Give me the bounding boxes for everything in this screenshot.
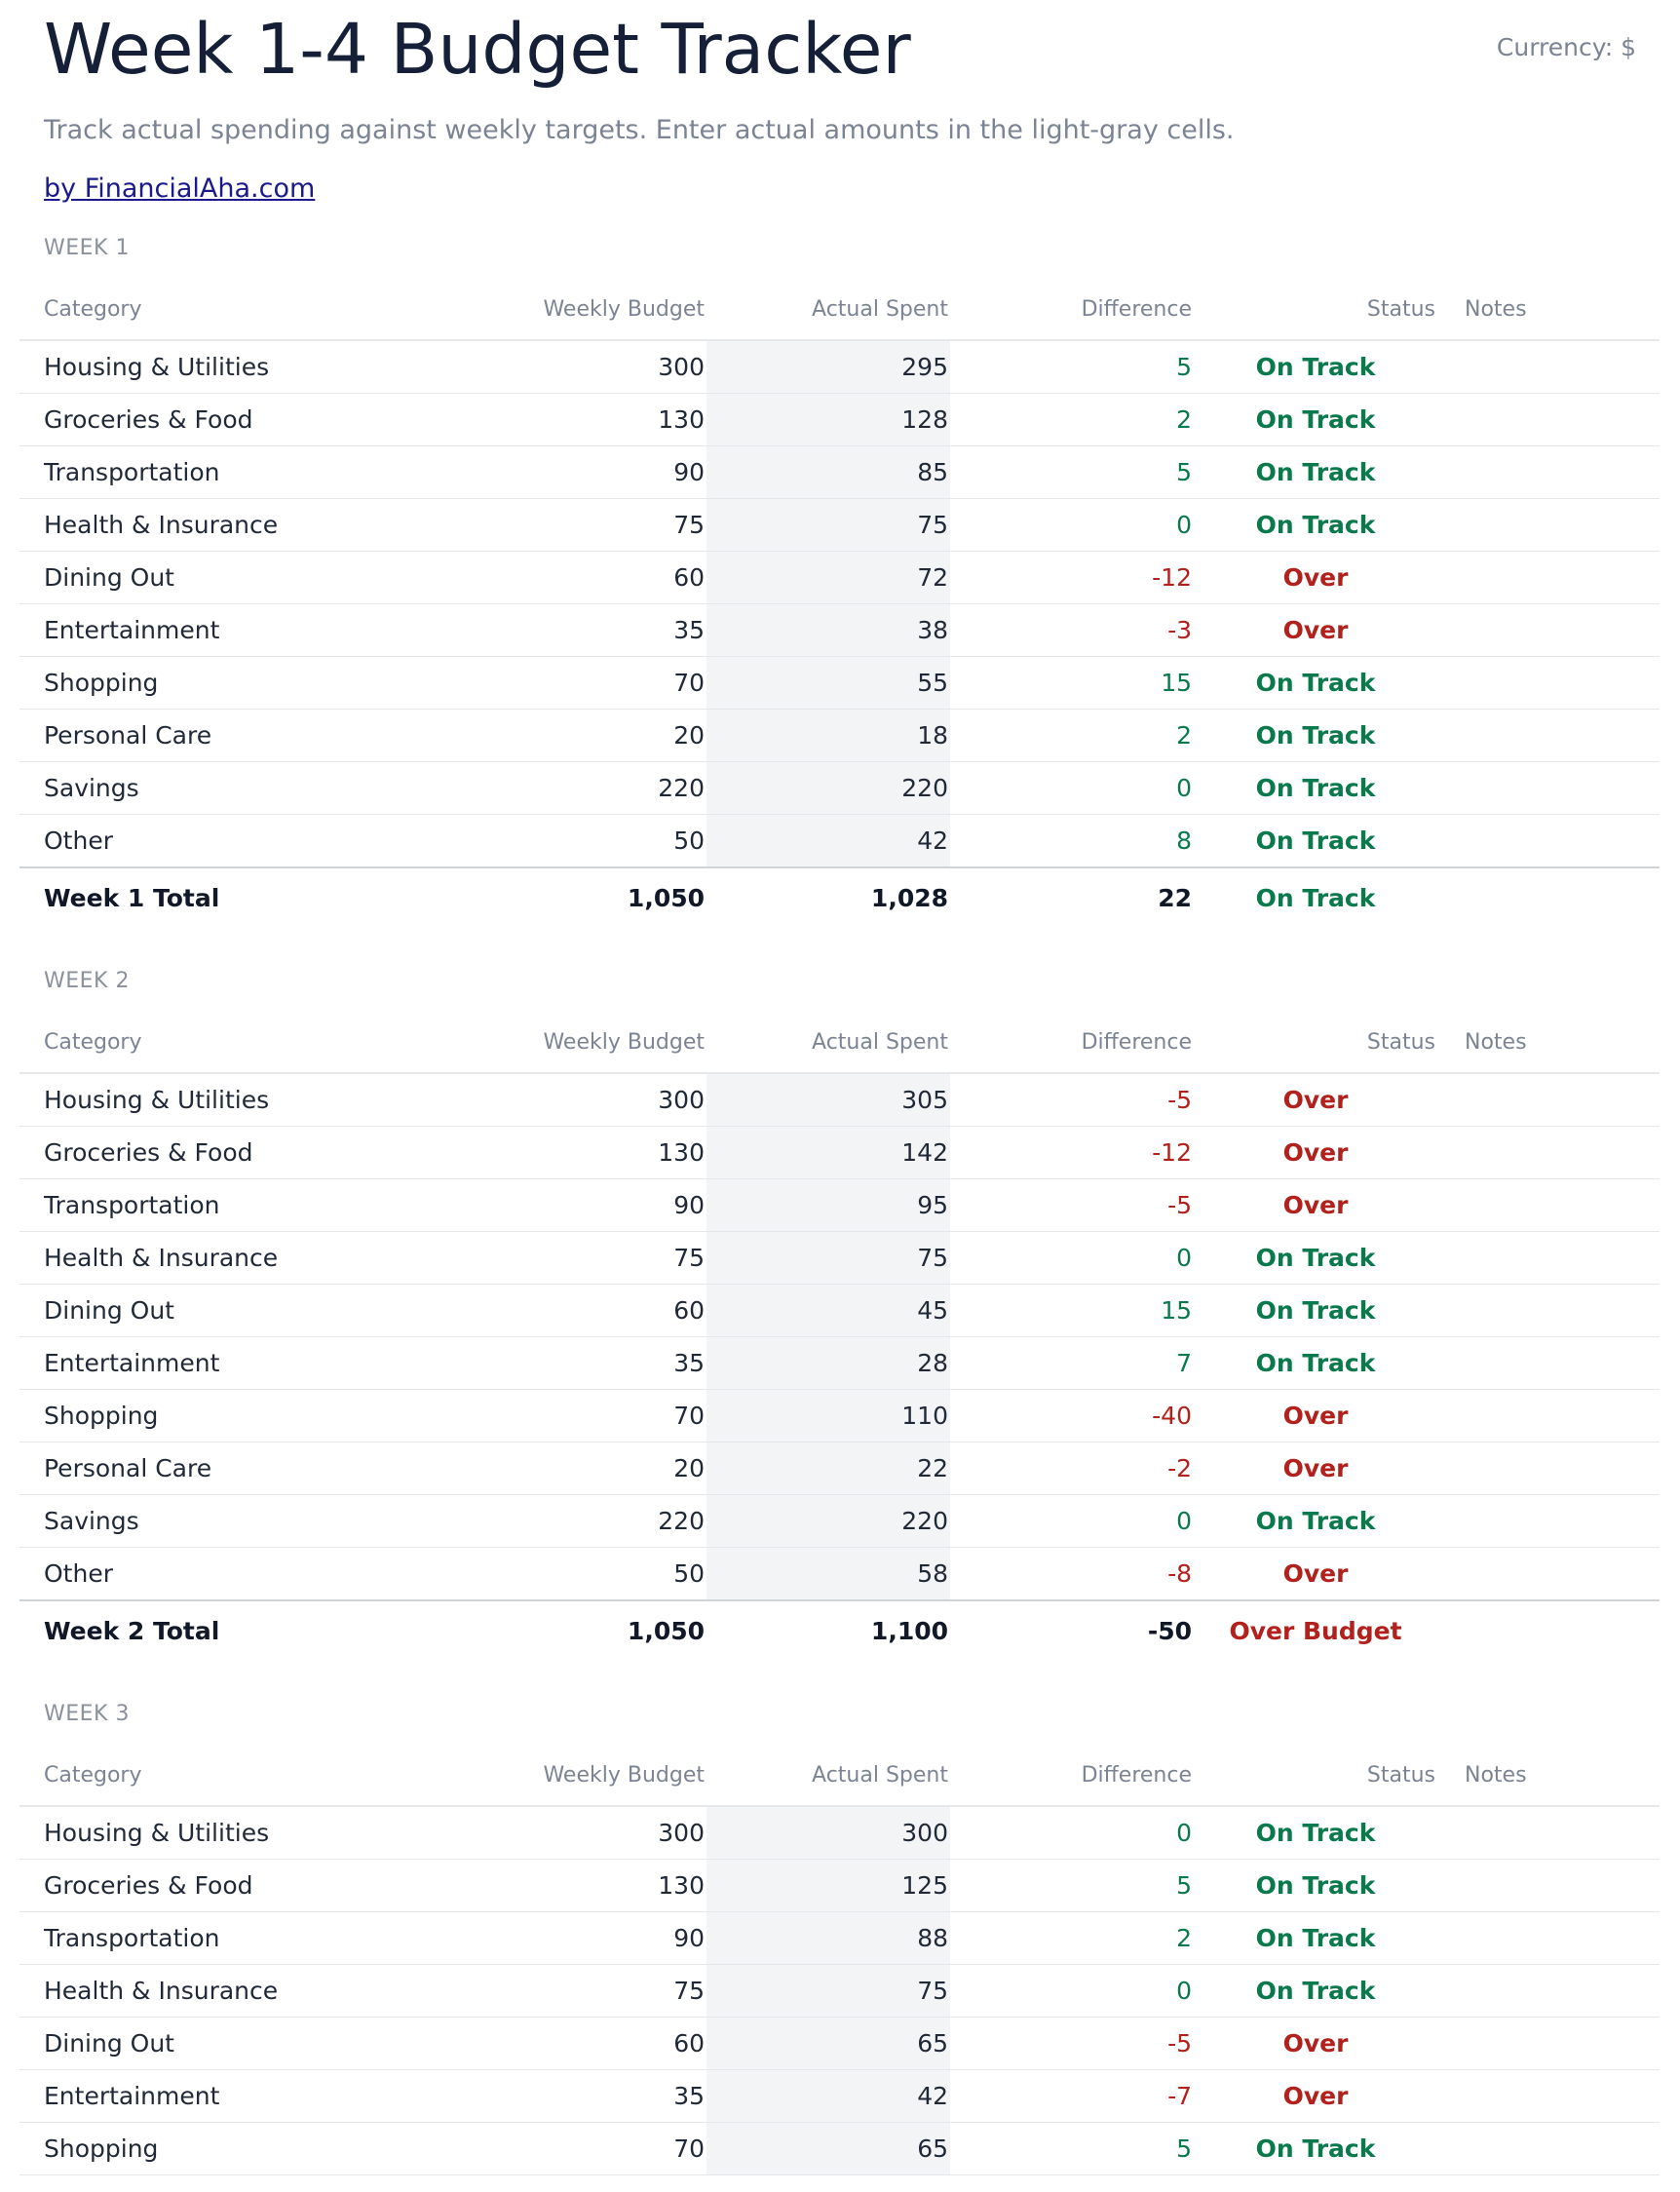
total-notes-cell bbox=[1437, 1600, 1660, 1660]
column-header-status: Status bbox=[1194, 1012, 1437, 1073]
notes-cell[interactable] bbox=[1437, 340, 1660, 394]
budget-cell: 70 bbox=[439, 2123, 706, 2175]
budget-cell: 90 bbox=[439, 1179, 706, 1232]
status-cell: Over bbox=[1194, 1179, 1437, 1232]
table-row bbox=[19, 815, 1660, 868]
category-cell: Health & Insurance bbox=[19, 1965, 439, 2018]
status-cell: Over bbox=[1194, 1127, 1437, 1179]
difference-cell: 0 bbox=[950, 762, 1194, 815]
table-row bbox=[19, 1073, 1660, 1127]
page-title: Week 1-4 Budget Tracker bbox=[44, 9, 911, 90]
actual-input-cell[interactable]: 305 bbox=[706, 1073, 950, 1127]
difference-cell: 5 bbox=[950, 340, 1194, 394]
budget-cell: 35 bbox=[439, 2070, 706, 2123]
column-header-status: Status bbox=[1194, 279, 1437, 340]
category-cell: Groceries & Food bbox=[19, 394, 439, 446]
budget-cell: 75 bbox=[439, 1965, 706, 2018]
budget-cell: 130 bbox=[439, 1860, 706, 1912]
page-header bbox=[44, 0, 1636, 224]
budget-cell: 300 bbox=[439, 1806, 706, 1860]
budget-cell: 60 bbox=[439, 552, 706, 604]
table-row bbox=[19, 1495, 1660, 1548]
status-cell: Over bbox=[1194, 552, 1437, 604]
category-cell: Entertainment bbox=[19, 1337, 439, 1390]
notes-cell[interactable] bbox=[1437, 1127, 1660, 1179]
week-label: WEEK 3 bbox=[44, 1702, 130, 1726]
actual-input-cell[interactable]: 110 bbox=[706, 1390, 950, 1442]
category-cell: Groceries & Food bbox=[19, 1860, 439, 1912]
difference-cell: -5 bbox=[950, 1179, 1194, 1232]
notes-cell[interactable] bbox=[1437, 1495, 1660, 1548]
status-cell: Over bbox=[1194, 2018, 1437, 2070]
notes-cell[interactable] bbox=[1437, 604, 1660, 657]
column-header-difference: Difference bbox=[950, 279, 1194, 340]
difference-cell: 5 bbox=[950, 446, 1194, 499]
budget-cell: 300 bbox=[439, 1073, 706, 1127]
column-header-actual: Actual Spent bbox=[706, 1745, 950, 1806]
notes-cell[interactable] bbox=[1437, 499, 1660, 552]
status-cell: On Track bbox=[1194, 1860, 1437, 1912]
table-row bbox=[19, 1806, 1660, 1860]
column-header-category: Category bbox=[19, 279, 439, 340]
difference-cell: 0 bbox=[950, 1495, 1194, 1548]
actual-input-cell[interactable]: 95 bbox=[706, 1179, 950, 1232]
total-actual: 1,028 bbox=[706, 867, 950, 927]
status-cell: Over bbox=[1194, 1548, 1437, 1601]
total-actual: 1,100 bbox=[706, 1600, 950, 1660]
budget-cell: 60 bbox=[439, 2018, 706, 2070]
category-cell: Personal Care bbox=[19, 1442, 439, 1495]
table-header-row bbox=[19, 279, 1660, 340]
actual-input-cell[interactable]: 65 bbox=[706, 2123, 950, 2175]
notes-cell[interactable] bbox=[1437, 1179, 1660, 1232]
actual-input-cell[interactable]: 75 bbox=[706, 499, 950, 552]
table-row bbox=[19, 2123, 1660, 2175]
table-row bbox=[19, 1912, 1660, 1965]
table-row bbox=[19, 1285, 1660, 1337]
status-cell: On Track bbox=[1194, 1912, 1437, 1965]
category-cell: Entertainment bbox=[19, 2070, 439, 2123]
category-cell: Shopping bbox=[19, 1390, 439, 1442]
category-cell: Dining Out bbox=[19, 552, 439, 604]
column-header-actual: Actual Spent bbox=[706, 279, 950, 340]
notes-cell[interactable] bbox=[1437, 394, 1660, 446]
notes-cell[interactable] bbox=[1437, 1073, 1660, 1127]
budget-cell: 35 bbox=[439, 1337, 706, 1390]
actual-input-cell[interactable]: 45 bbox=[706, 1285, 950, 1337]
difference-cell: 5 bbox=[950, 1860, 1194, 1912]
budget-cell: 70 bbox=[439, 657, 706, 710]
category-cell: Shopping bbox=[19, 657, 439, 710]
actual-input-cell[interactable]: 28 bbox=[706, 1337, 950, 1390]
category-cell: Dining Out bbox=[19, 2018, 439, 2070]
budget-cell: 60 bbox=[439, 1285, 706, 1337]
status-cell: Over bbox=[1194, 604, 1437, 657]
budget-table bbox=[19, 1012, 1660, 1660]
table-row bbox=[19, 710, 1660, 762]
budget-table bbox=[19, 279, 1660, 927]
status-cell: Over bbox=[1194, 1073, 1437, 1127]
category-cell: Groceries & Food bbox=[19, 1127, 439, 1179]
budget-cell: 130 bbox=[439, 1127, 706, 1179]
actual-input-cell[interactable]: 295 bbox=[706, 340, 950, 394]
status-cell: On Track bbox=[1194, 710, 1437, 762]
actual-input-cell[interactable]: 38 bbox=[706, 604, 950, 657]
actual-input-cell[interactable]: 75 bbox=[706, 1232, 950, 1285]
category-cell: Housing & Utilities bbox=[19, 1806, 439, 1860]
status-cell: Over bbox=[1194, 1442, 1437, 1495]
status-cell: On Track bbox=[1194, 1232, 1437, 1285]
budget-cell: 220 bbox=[439, 1495, 706, 1548]
column-header-status: Status bbox=[1194, 1745, 1437, 1806]
column-header-actual: Actual Spent bbox=[706, 1012, 950, 1073]
difference-cell: 7 bbox=[950, 1337, 1194, 1390]
status-cell: On Track bbox=[1194, 1965, 1437, 2018]
notes-cell[interactable] bbox=[1437, 710, 1660, 762]
difference-cell: 0 bbox=[950, 1965, 1194, 2018]
table-row bbox=[19, 762, 1660, 815]
status-cell: On Track bbox=[1194, 1337, 1437, 1390]
total-status: On Track bbox=[1194, 867, 1437, 927]
notes-cell[interactable] bbox=[1437, 657, 1660, 710]
column-header-difference: Difference bbox=[950, 1745, 1194, 1806]
category-cell: Other bbox=[19, 1548, 439, 1601]
budget-cell: 70 bbox=[439, 1390, 706, 1442]
page-subtitle: Track actual spending against weekly targets. Enter actual amounts in the light-gray cells. bbox=[44, 115, 1235, 145]
difference-cell: 15 bbox=[950, 1285, 1194, 1337]
difference-cell: -5 bbox=[950, 1073, 1194, 1127]
table-row bbox=[19, 1179, 1660, 1232]
notes-cell[interactable] bbox=[1437, 2018, 1660, 2070]
budget-cell: 75 bbox=[439, 499, 706, 552]
category-cell: Savings bbox=[19, 1495, 439, 1548]
table-row bbox=[19, 1127, 1660, 1179]
table-row bbox=[19, 1442, 1660, 1495]
column-header-notes: Notes bbox=[1437, 1745, 1660, 1806]
column-header-budget: Weekly Budget bbox=[439, 1012, 706, 1073]
notes-cell[interactable] bbox=[1437, 1860, 1660, 1912]
total-label: Week 1 Total bbox=[19, 867, 439, 927]
notes-cell[interactable] bbox=[1437, 1806, 1660, 1860]
total-budget: 1,050 bbox=[439, 867, 706, 927]
status-cell: On Track bbox=[1194, 1495, 1437, 1548]
difference-cell: 0 bbox=[950, 499, 1194, 552]
budget-cell: 20 bbox=[439, 710, 706, 762]
actual-input-cell[interactable]: 220 bbox=[706, 762, 950, 815]
week-label: WEEK 1 bbox=[44, 236, 130, 260]
week-label: WEEK 2 bbox=[44, 969, 130, 993]
column-header-difference: Difference bbox=[950, 1012, 1194, 1073]
table-header-row bbox=[19, 1012, 1660, 1073]
table-row bbox=[19, 657, 1660, 710]
total-budget: 1,050 bbox=[439, 1600, 706, 1660]
actual-input-cell[interactable]: 125 bbox=[706, 1860, 950, 1912]
status-cell: On Track bbox=[1194, 2123, 1437, 2175]
difference-cell: -40 bbox=[950, 1390, 1194, 1442]
actual-input-cell[interactable]: 72 bbox=[706, 552, 950, 604]
difference-cell: 8 bbox=[950, 815, 1194, 868]
total-difference: -50 bbox=[950, 1600, 1194, 1660]
category-cell: Transportation bbox=[19, 1179, 439, 1232]
budget-cell: 90 bbox=[439, 446, 706, 499]
category-cell: Housing & Utilities bbox=[19, 1073, 439, 1127]
category-cell: Personal Care bbox=[19, 710, 439, 762]
status-cell: On Track bbox=[1194, 1285, 1437, 1337]
difference-cell: -2 bbox=[950, 1442, 1194, 1495]
notes-cell[interactable] bbox=[1437, 1912, 1660, 1965]
actual-input-cell[interactable]: 75 bbox=[706, 1965, 950, 2018]
notes-cell[interactable] bbox=[1437, 2123, 1660, 2175]
notes-cell[interactable] bbox=[1437, 446, 1660, 499]
status-cell: On Track bbox=[1194, 394, 1437, 446]
table-row bbox=[19, 1965, 1660, 2018]
actual-input-cell[interactable]: 128 bbox=[706, 394, 950, 446]
table-row bbox=[19, 1232, 1660, 1285]
notes-cell[interactable] bbox=[1437, 1390, 1660, 1442]
difference-cell: 5 bbox=[950, 2123, 1194, 2175]
status-cell: On Track bbox=[1194, 446, 1437, 499]
category-cell: Transportation bbox=[19, 1912, 439, 1965]
category-cell: Shopping bbox=[19, 2123, 439, 2175]
category-cell: Health & Insurance bbox=[19, 499, 439, 552]
byline-link[interactable]: by FinancialAha.com bbox=[44, 173, 316, 204]
table-row bbox=[19, 552, 1660, 604]
category-cell: Other bbox=[19, 815, 439, 868]
column-header-budget: Weekly Budget bbox=[439, 1745, 706, 1806]
notes-cell[interactable] bbox=[1437, 1965, 1660, 2018]
difference-cell: 2 bbox=[950, 710, 1194, 762]
difference-cell: 15 bbox=[950, 657, 1194, 710]
budget-cell: 50 bbox=[439, 1548, 706, 1601]
budget-cell: 35 bbox=[439, 604, 706, 657]
notes-cell[interactable] bbox=[1437, 1285, 1660, 1337]
category-cell: Transportation bbox=[19, 446, 439, 499]
table-row bbox=[19, 2070, 1660, 2123]
budget-cell: 50 bbox=[439, 815, 706, 868]
category-cell: Housing & Utilities bbox=[19, 340, 439, 394]
table-row bbox=[19, 499, 1660, 552]
category-cell: Entertainment bbox=[19, 604, 439, 657]
budget-cell: 220 bbox=[439, 762, 706, 815]
total-notes-cell bbox=[1437, 867, 1660, 927]
budget-cell: 90 bbox=[439, 1912, 706, 1965]
table-header-row bbox=[19, 1745, 1660, 1806]
notes-cell[interactable] bbox=[1437, 762, 1660, 815]
difference-cell: -7 bbox=[950, 2070, 1194, 2123]
column-header-category: Category bbox=[19, 1745, 439, 1806]
difference-cell: -5 bbox=[950, 2018, 1194, 2070]
difference-cell: 0 bbox=[950, 1806, 1194, 1860]
status-cell: On Track bbox=[1194, 499, 1437, 552]
total-difference: 22 bbox=[950, 867, 1194, 927]
status-cell: On Track bbox=[1194, 340, 1437, 394]
actual-input-cell[interactable]: 85 bbox=[706, 446, 950, 499]
table-row bbox=[19, 340, 1660, 394]
actual-input-cell[interactable]: 58 bbox=[706, 1548, 950, 1601]
total-label: Week 2 Total bbox=[19, 1600, 439, 1660]
category-cell: Dining Out bbox=[19, 1285, 439, 1337]
notes-cell[interactable] bbox=[1437, 1442, 1660, 1495]
notes-cell[interactable] bbox=[1437, 815, 1660, 868]
column-header-category: Category bbox=[19, 1012, 439, 1073]
table-row bbox=[19, 394, 1660, 446]
table-row bbox=[19, 1337, 1660, 1390]
actual-input-cell[interactable]: 220 bbox=[706, 1495, 950, 1548]
category-cell: Health & Insurance bbox=[19, 1232, 439, 1285]
notes-cell[interactable] bbox=[1437, 552, 1660, 604]
difference-cell: -12 bbox=[950, 1127, 1194, 1179]
budget-cell: 130 bbox=[439, 394, 706, 446]
budget-cell: 20 bbox=[439, 1442, 706, 1495]
status-cell: On Track bbox=[1194, 762, 1437, 815]
category-cell: Savings bbox=[19, 762, 439, 815]
column-header-notes: Notes bbox=[1437, 1012, 1660, 1073]
status-cell: On Track bbox=[1194, 657, 1437, 710]
actual-input-cell[interactable]: 300 bbox=[706, 1806, 950, 1860]
actual-input-cell[interactable]: 22 bbox=[706, 1442, 950, 1495]
total-status: Over Budget bbox=[1194, 1600, 1437, 1660]
column-header-notes: Notes bbox=[1437, 279, 1660, 340]
table-row bbox=[19, 1860, 1660, 1912]
table-row bbox=[19, 446, 1660, 499]
budget-table bbox=[19, 1745, 1660, 2175]
actual-input-cell[interactable]: 65 bbox=[706, 2018, 950, 2070]
week-total-row bbox=[19, 1600, 1660, 1660]
actual-input-cell[interactable]: 55 bbox=[706, 657, 950, 710]
notes-cell[interactable] bbox=[1437, 2070, 1660, 2123]
actual-input-cell[interactable]: 88 bbox=[706, 1912, 950, 1965]
notes-cell[interactable] bbox=[1437, 1548, 1660, 1601]
difference-cell: 0 bbox=[950, 1232, 1194, 1285]
actual-input-cell[interactable]: 142 bbox=[706, 1127, 950, 1179]
column-header-budget: Weekly Budget bbox=[439, 279, 706, 340]
difference-cell: -12 bbox=[950, 552, 1194, 604]
table-row bbox=[19, 2018, 1660, 2070]
table-row bbox=[19, 604, 1660, 657]
status-cell: Over bbox=[1194, 2070, 1437, 2123]
actual-input-cell[interactable]: 42 bbox=[706, 815, 950, 868]
difference-cell: 2 bbox=[950, 1912, 1194, 1965]
week-total-row bbox=[19, 867, 1660, 927]
status-cell: On Track bbox=[1194, 1806, 1437, 1860]
difference-cell: 2 bbox=[950, 394, 1194, 446]
notes-cell[interactable] bbox=[1437, 1337, 1660, 1390]
currency-label: Currency: $ bbox=[1496, 33, 1636, 61]
budget-cell: 300 bbox=[439, 340, 706, 394]
notes-cell[interactable] bbox=[1437, 1232, 1660, 1285]
table-row bbox=[19, 1548, 1660, 1601]
difference-cell: -8 bbox=[950, 1548, 1194, 1601]
actual-input-cell[interactable]: 42 bbox=[706, 2070, 950, 2123]
status-cell: On Track bbox=[1194, 815, 1437, 868]
difference-cell: -3 bbox=[950, 604, 1194, 657]
table-row bbox=[19, 1390, 1660, 1442]
budget-cell: 75 bbox=[439, 1232, 706, 1285]
actual-input-cell[interactable]: 18 bbox=[706, 710, 950, 762]
status-cell: Over bbox=[1194, 1390, 1437, 1442]
